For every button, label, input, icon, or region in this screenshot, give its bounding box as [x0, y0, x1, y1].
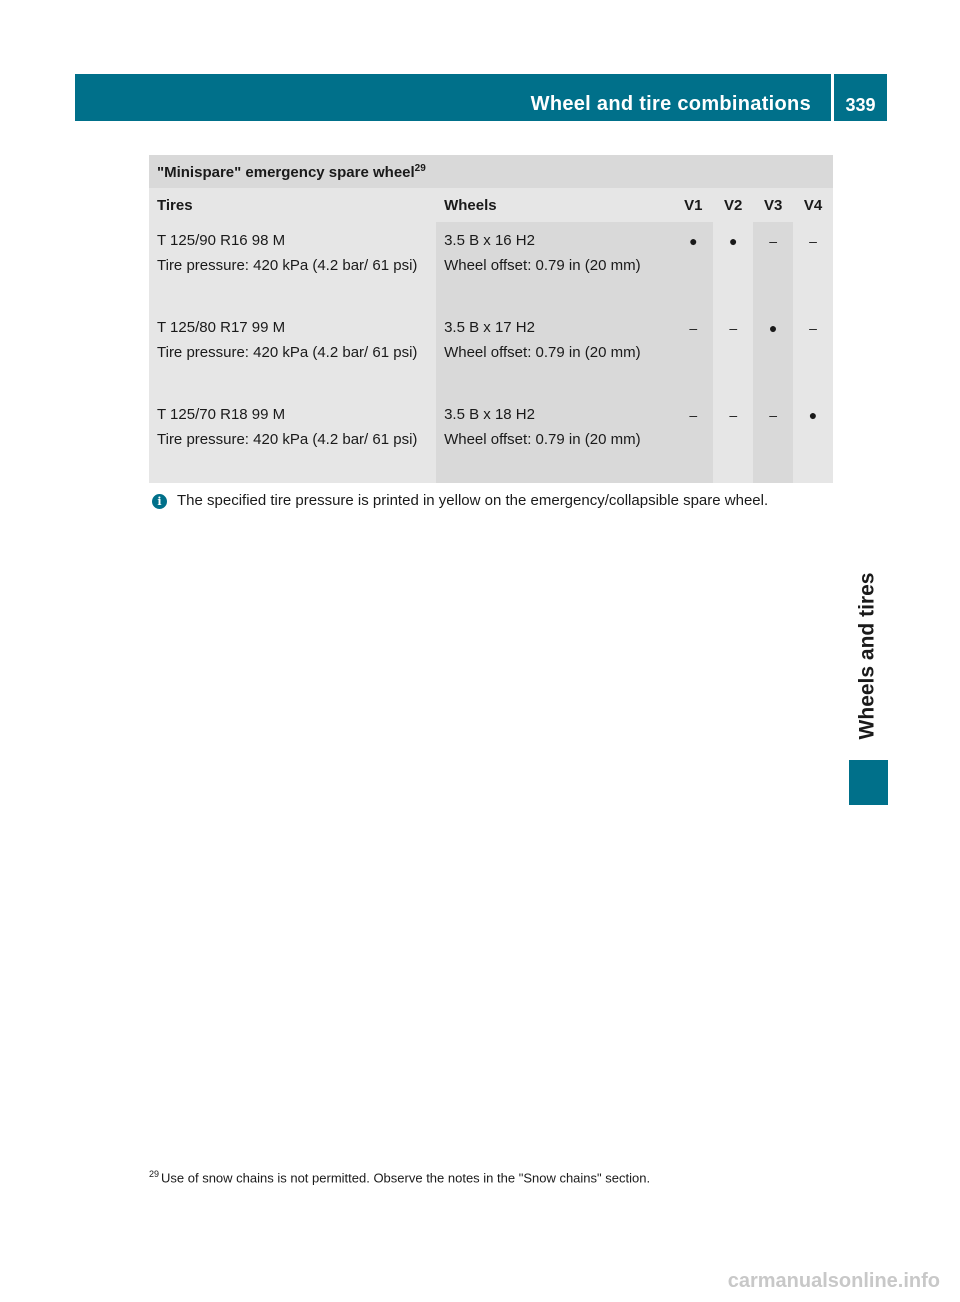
- side-tab-text: Wheels and tires: [855, 572, 879, 739]
- variant-v2-cell: –: [713, 309, 753, 396]
- table-caption-row: [149, 155, 833, 188]
- wheel-offset: Wheel offset: 0.79 in (20 mm): [444, 344, 641, 361]
- wheel-cell: [436, 222, 673, 309]
- footnote-number: 29: [149, 1169, 160, 1179]
- wheel-size: 3.5 B x 16 H2: [444, 232, 535, 249]
- variant-v2-cell: –: [713, 396, 753, 483]
- column-header-v4: V4: [793, 188, 833, 222]
- variant-v1-cell: –: [673, 309, 713, 396]
- caption-footnote-ref: 29: [414, 162, 426, 174]
- table-row: [149, 396, 833, 483]
- wheel-size: 3.5 B x 18 H2: [444, 406, 535, 423]
- table-caption: [149, 155, 833, 188]
- side-tab-marker: [849, 760, 888, 805]
- tire-cell: [149, 396, 436, 483]
- tire-cell: [149, 309, 436, 396]
- footnote: [149, 1165, 849, 1187]
- tire-size: T 125/80 R17 99 M: [157, 319, 286, 336]
- info-note: [152, 490, 852, 512]
- variant-v3-cell: ●: [753, 309, 793, 396]
- column-header-v3: V3: [753, 188, 793, 222]
- wheel-offset: Wheel offset: 0.79 in (20 mm): [444, 431, 641, 448]
- tire-pressure: Tire pressure: 420 kPa (4.2 bar/ 61 psi): [157, 257, 418, 274]
- wheel-offset: Wheel offset: 0.79 in (20 mm): [444, 257, 641, 274]
- variant-v4-cell: ●: [793, 396, 833, 483]
- footnote-text: Use of snow chains is not permitted. Observe the notes in the "Snow chains" section.: [161, 1170, 651, 1186]
- variant-v2-cell: ●: [713, 222, 753, 309]
- column-header-v1: V1: [673, 188, 713, 222]
- column-header-v2: V2: [713, 188, 753, 222]
- tire-cell: [149, 222, 436, 309]
- side-tab-label: [845, 558, 889, 753]
- spare-wheel-table: [149, 155, 833, 483]
- tire-pressure: Tire pressure: 420 kPa (4.2 bar/ 61 psi): [157, 431, 418, 448]
- variant-v1-cell: ●: [673, 222, 713, 309]
- variant-v4-cell: –: [793, 222, 833, 309]
- variant-v3-cell: –: [753, 396, 793, 483]
- page-title: Wheel and tire combinations: [530, 93, 811, 115]
- table-caption-text: "Minispare" emergency spare wheel: [157, 163, 415, 181]
- wheel-size: 3.5 B x 17 H2: [444, 319, 535, 336]
- variant-v1-cell: –: [673, 396, 713, 483]
- table-row: [149, 222, 833, 309]
- column-header-wheels: Wheels: [436, 188, 673, 222]
- tire-pressure: Tire pressure: 420 kPa (4.2 bar/ 61 psi): [157, 344, 418, 361]
- watermark: carmanualsonline.info: [727, 1270, 940, 1292]
- tire-size: T 125/90 R16 98 M: [157, 232, 286, 249]
- table-row: [149, 309, 833, 396]
- table-header-row: [149, 188, 833, 222]
- wheel-cell: [436, 309, 673, 396]
- page-number: 339: [845, 95, 876, 115]
- wheel-cell: [436, 396, 673, 483]
- column-header-tires: Tires: [149, 188, 436, 222]
- info-icon: i: [152, 494, 167, 509]
- variant-v4-cell: –: [793, 309, 833, 396]
- info-note-text: The specified tire pressure is printed in yellow on the emergency/collapsible spare wheel.: [177, 492, 769, 509]
- variant-v3-cell: –: [753, 222, 793, 309]
- tire-size: T 125/70 R18 99 M: [157, 406, 286, 423]
